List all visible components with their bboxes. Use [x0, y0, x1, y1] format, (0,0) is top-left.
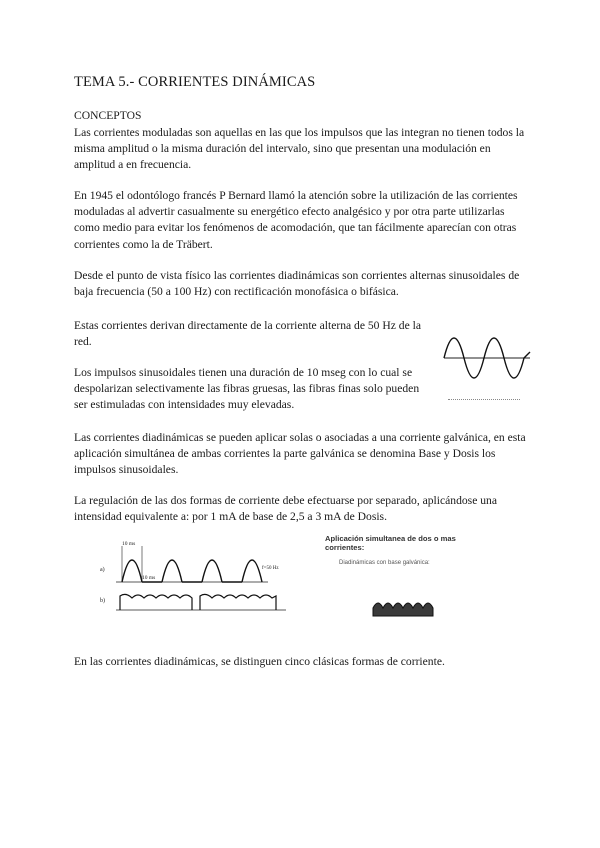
- waveform-b-part2: [200, 594, 276, 610]
- paragraph-origin-50hz: Estas corrientes derivan directamente de la corriente alterna de 50 Hz de la red.: [74, 319, 421, 349]
- paragraph-regulation: La regulación de las dos formas de corriente debe efectuarse por separado, aplicándose una intensidad equivalente a: por 1 mA de base de 2,5 a 3 mA de Dosis.: [74, 494, 497, 524]
- sine-caption-line: [448, 399, 520, 402]
- application-figure-subtitle: Diadinámicas con base galvánica:: [339, 560, 430, 566]
- simultaneous-application-figure: [325, 534, 485, 620]
- paragraph-modulated-currents: Las corrientes moduladas son aquellas en las que los impulsos que las integran no tienen todos la misma amplitud o la misma duración del intervalo, sino que presentan una modulación en amplitud a en frecuencia.: [74, 126, 525, 172]
- application-figure-title: Aplicación simultanea de dos o mas corrientes:: [325, 534, 456, 552]
- waveform-label-b: b): [100, 598, 105, 604]
- diadynamic-wave-shape: [373, 603, 433, 616]
- paragraph-galvanic-association: Las corrientes diadinámicas se pueden aplicar solas o asociadas a una corriente galvánica, en esta aplicación simultánea de ambas corrientes la parte galvánica se denomina Base y Dosis los impulsos sinusoidales.: [74, 431, 526, 477]
- paragraph-five-forms: En las corrientes diadinámicas, se distinguen cinco clásicas formas de corriente.: [74, 655, 445, 668]
- page-title: TEMA 5.- CORRIENTES DINÁMICAS: [74, 74, 316, 90]
- rectified-waveforms-figure: [100, 538, 300, 614]
- waveform-label-a: a): [100, 567, 105, 573]
- waveform-label-freq: f=50 Hz: [262, 566, 279, 571]
- waveform-label-10ms-top: 10 ms: [122, 541, 136, 547]
- waveform-b-part1: [120, 594, 192, 610]
- paragraph-physical-definition: Desde el punto de vista físico las corrientes diadinámicas son corrientes alternas sinusoidales de baja frecuencia (50 a 100 Hz) con rectificación monofásica o bifásica.: [74, 269, 520, 299]
- diadynamic-galvanic-wave-icon: [371, 596, 435, 618]
- sine-wave-figure: [440, 322, 532, 406]
- paragraph-bernard-history: En 1945 el odontólogo francés P Bernard llamó la atención sobre la utilización de las corrientes moduladas al advertir casualmente su energético efecto analgésico y por otra parte utilizarlas como medio para evitar los fenómenos de acomodación, que tan fácilmente aparecían con otras corrientes como la de Träbert.: [74, 189, 518, 251]
- section-heading: CONCEPTOS: [74, 109, 142, 122]
- waveform-label-10ms-bottom: 10 ms: [142, 575, 156, 581]
- paragraph-impulse-duration: Los impulsos sinusoidales tienen una duración de 10 mseg con lo cual se despolarizan selectivamente las fibras gruesas, las fibras finas solo pueden ser estimuladas con intensidades muy elevadas.: [74, 366, 420, 412]
